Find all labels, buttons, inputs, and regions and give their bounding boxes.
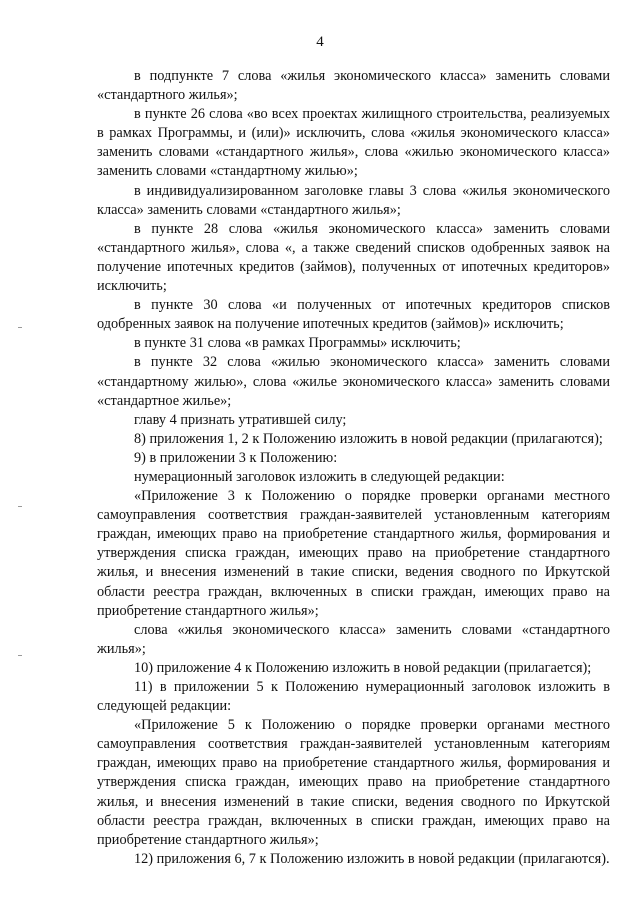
margin-mark — [18, 327, 22, 328]
paragraph: «Приложение 5 к Положению о порядке проверки органами местного самоуправления соответствия граждан-заявителей установленным категориям граждан, имеющих право на приобретение стандартного жилья, формирования и утверждения списка граждан, имеющих право на приобретение стандартного жилья, и внесения изменений в такие списки, ведения сводного по Иркутской области реестра граждан, включенных в списки граждан, имеющих право на приобретение стандартного жилья»; — [97, 717, 610, 848]
paragraph: 10) приложение 4 к Положению изложить в новой редакции (прилагается); — [134, 659, 592, 676]
margin-mark — [18, 506, 22, 507]
paragraph: в пункте 31 слова «в рамках Программы» исключить; — [134, 335, 461, 352]
paragraph: нумерационный заголовок изложить в следующей редакции: — [134, 468, 505, 485]
document-body — [97, 67, 610, 869]
page-number: 4 — [316, 34, 324, 50]
paragraph: 8) приложения 1, 2 к Положению изложить в новой редакции (прилагаются); — [134, 430, 603, 447]
paragraph: в подпункте 7 слова «жилья экономического класса» заменить словами «стандартного жилья»; — [97, 68, 610, 104]
paragraph: в пункте 30 слова «и полученных от ипотечных кредиторов списков одобренных заявок на получение ипотечных кредитов (займов)» исключить; — [97, 297, 610, 333]
paragraph: 9) в приложении 3 к Положению: — [134, 449, 338, 466]
paragraph: в пункте 32 слова «жилью экономического класса» заменить словами «стандартному жилью», слова «жилье экономического класса» заменить словами «стандартное жилье»; — [97, 354, 610, 409]
paragraph: в пункте 26 слова «во всех проектах жилищного строительства, реализуемых в рамках Программы, и (или)» исключить, слова «жилья экономического класса» заменить словами «стандартного жилья», слова «жилью экономического класса» заменить словами «стандартному жилью»; — [97, 106, 610, 180]
paragraph: в индивидуализированном заголовке главы 3 слова «жилья экономического класса» заменить словами «стандартного жилья»; — [97, 182, 610, 218]
margin-mark — [18, 655, 22, 656]
paragraph: главу 4 признать утратившей силу; — [134, 411, 347, 428]
paragraph: 12) приложения 6, 7 к Положению изложить в новой редакции (прилагаются). — [134, 850, 610, 867]
paragraph: слова «жилья экономического класса» заменить словами «стандартного жилья»; — [97, 621, 610, 657]
paragraph: в пункте 28 слова «жилья экономического класса» заменить словами «стандартного жилья», слова «, а также сведений списков одобренных заявок на получение ипотечных кредитов (займов), полученных от ипотечных кредиторов» исключить; — [97, 220, 610, 295]
paragraph: «Приложение 3 к Положению о порядке проверки органами местного самоуправления соответствия граждан-заявителей установленным категориям граждан, имеющих право на приобретение стандартного жилья, формирования и утверждения списка граждан, имеющих право на приобретение стандартного жилья, и внесения изменений в такие списки, ведения сводного по Иркутской области реестра граждан, включенных в списки граждан, имеющих право на приобретение стандартного жилья»; — [97, 488, 610, 619]
paragraph: 11) в приложении 5 к Положению нумерационный заголовок изложить в следующей редакции: — [97, 679, 610, 715]
